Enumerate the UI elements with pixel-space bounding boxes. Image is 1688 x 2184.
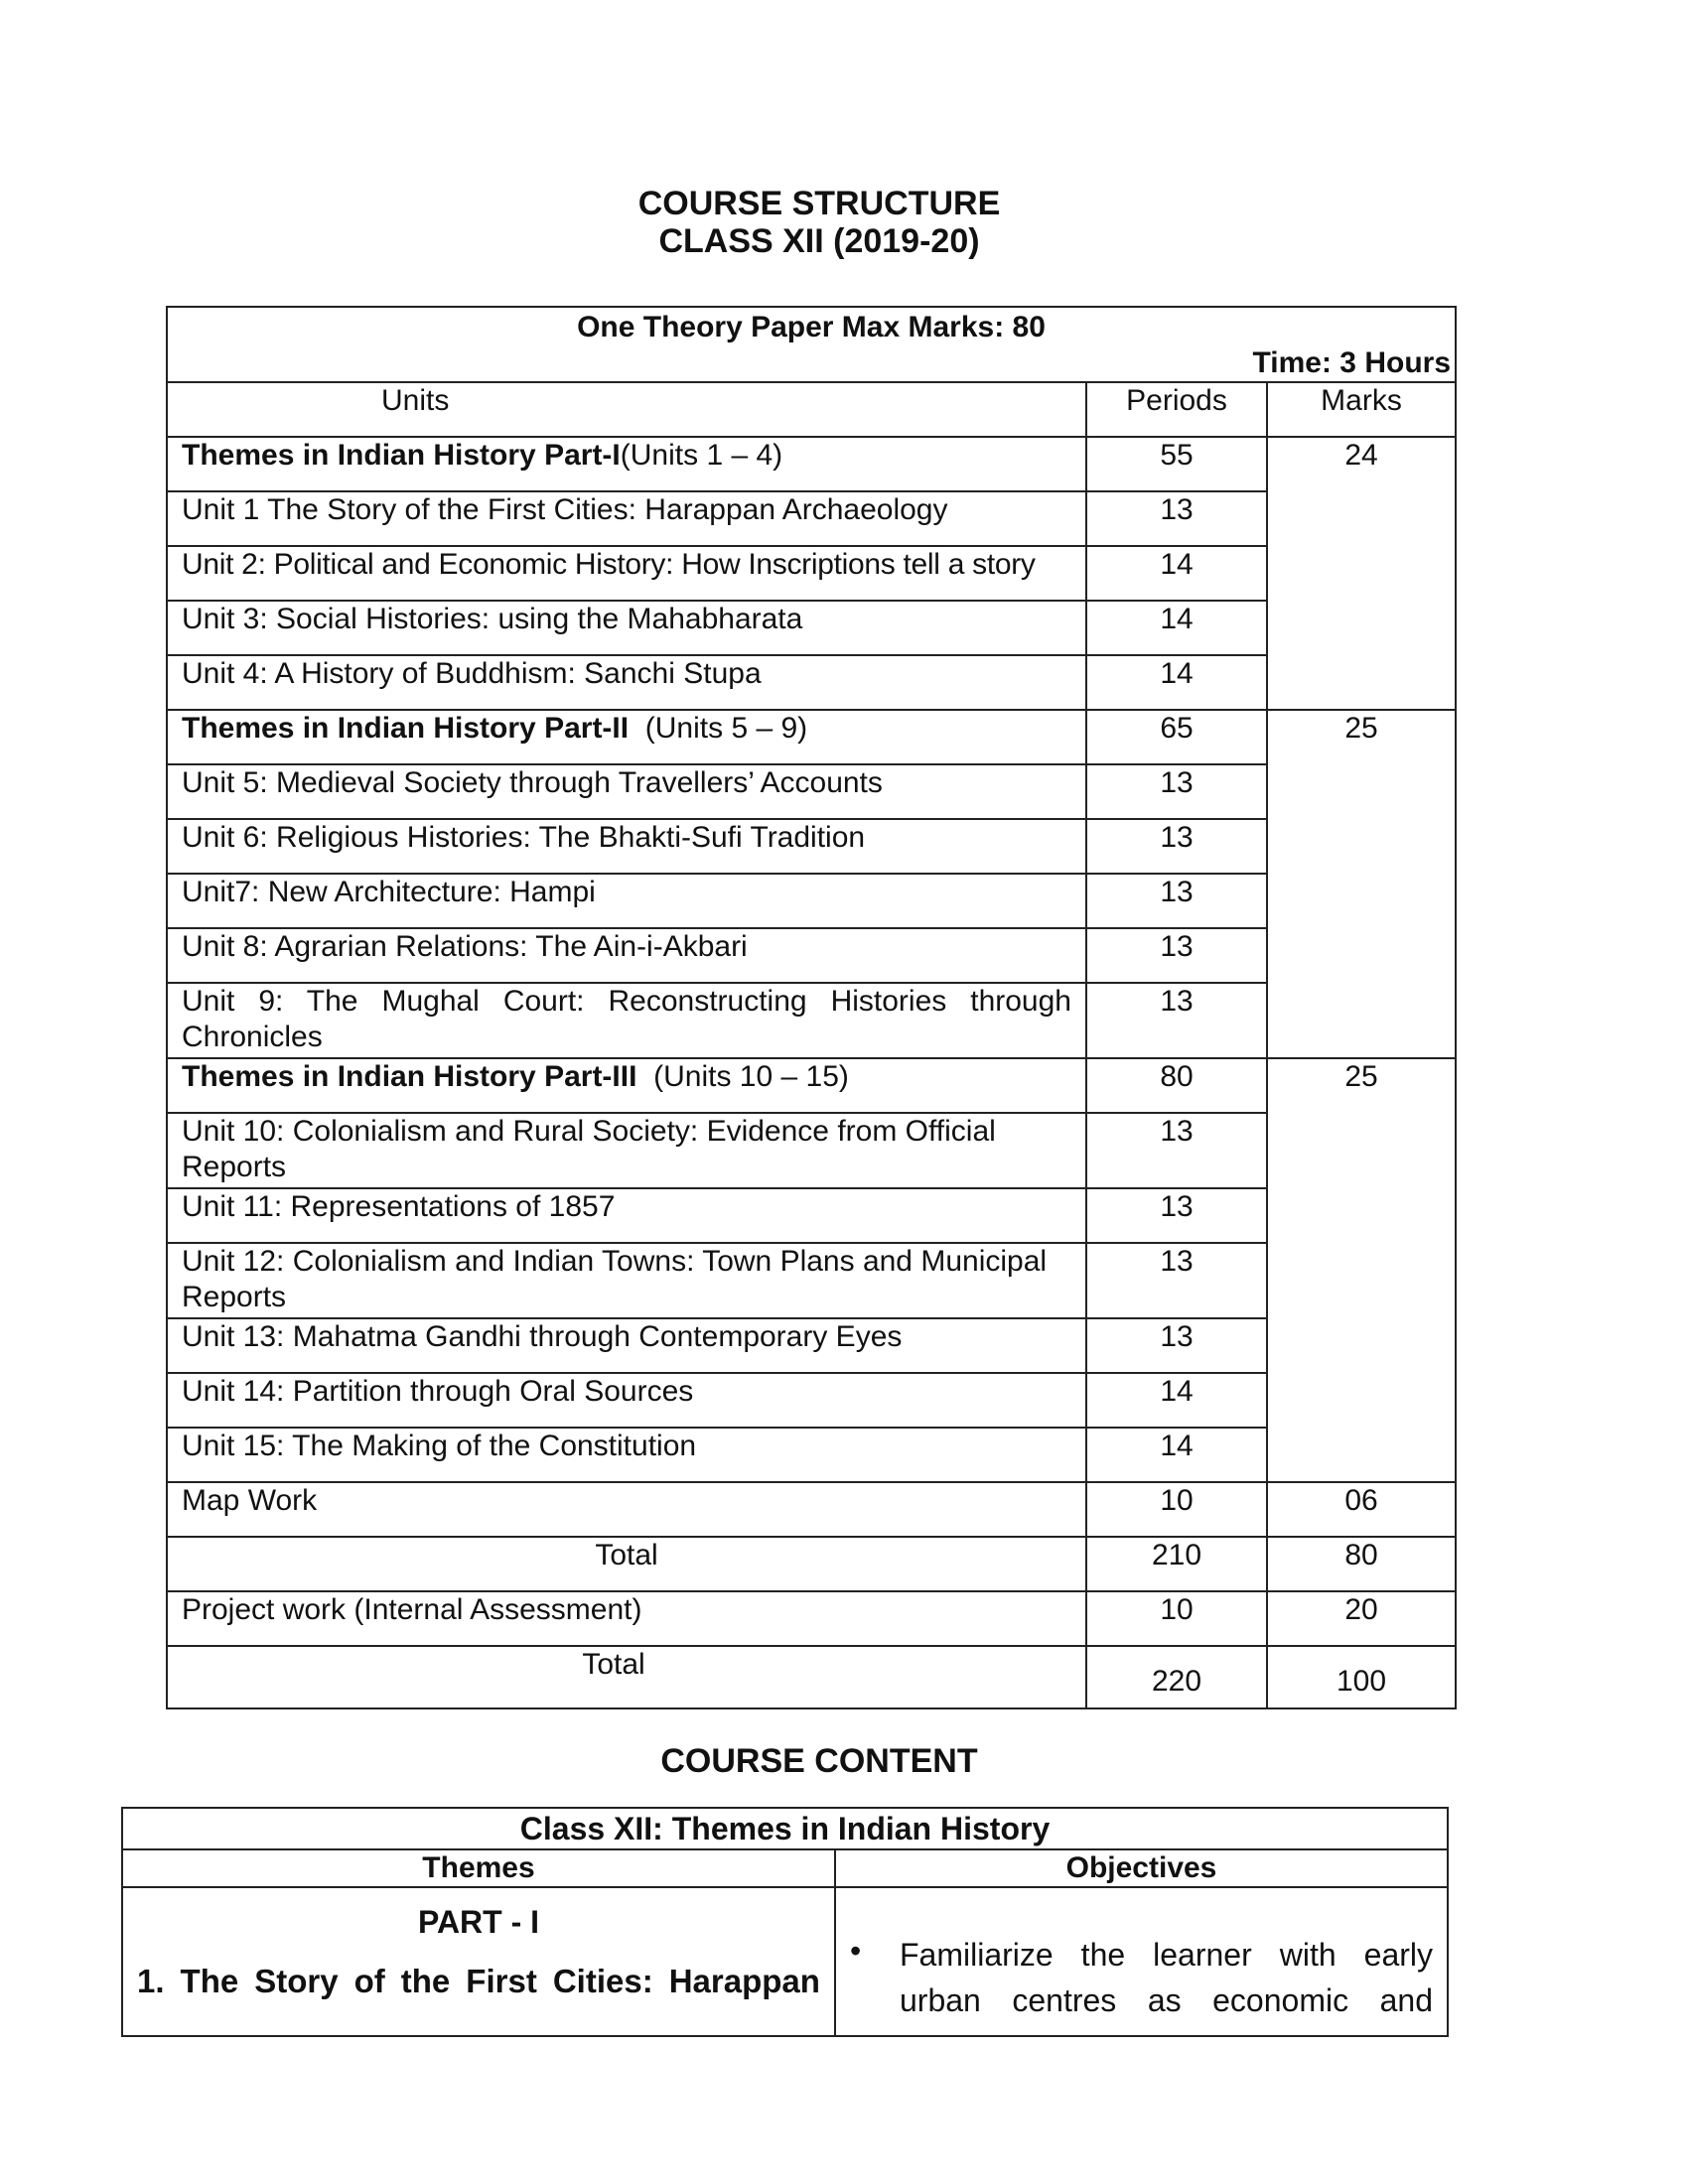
theme-title: 1. The Story of the First Cities: Harappan — [137, 1963, 820, 1999]
part3-row — [167, 1058, 1456, 1113]
part1-marks: 24 — [1267, 437, 1456, 710]
unit-periods: 14 — [1086, 1373, 1267, 1428]
course-structure-table — [166, 306, 1457, 1709]
unit-label: Unit 6: Religious Histories: The Bhakti-Sufi Tradition — [167, 819, 1086, 874]
unit-periods: 14 — [1086, 1428, 1267, 1482]
project-work-marks: 20 — [1267, 1591, 1456, 1646]
objectives-header: Objectives — [835, 1849, 1448, 1887]
table-row — [167, 601, 1456, 655]
unit-label: Unit 14: Partition through Oral Sources — [167, 1373, 1086, 1428]
table-row — [167, 1373, 1456, 1428]
grand-total-periods: 220 — [1086, 1646, 1267, 1708]
course-content-title: COURSE CONTENT — [660, 1742, 978, 1780]
unit-periods: 13 — [1086, 1113, 1267, 1188]
unit-label: Unit 11: Representations of 1857 — [167, 1188, 1086, 1243]
content-title-row — [122, 1808, 1448, 1849]
theme-cell — [122, 1887, 835, 2036]
part1-label: Themes in Indian History Part-I(Units 1 – 4) — [167, 437, 1086, 491]
unit-label: Unit 9: The Mughal Court: Reconstructing Histories through Chronicles — [167, 983, 1086, 1058]
total-row — [167, 1537, 1456, 1591]
unit-periods: 13 — [1086, 928, 1267, 983]
table-row — [167, 983, 1456, 1058]
project-work-label: Project work (Internal Assessment) — [167, 1591, 1086, 1646]
part1-row — [167, 437, 1456, 491]
marks-header: Marks — [1267, 382, 1456, 437]
unit-label: Unit7: New Architecture: Hampi — [167, 874, 1086, 928]
part1-periods: 55 — [1086, 437, 1267, 491]
table-row — [167, 1113, 1456, 1188]
objective-cell — [835, 1887, 1448, 2036]
unit-periods: 13 — [1086, 1243, 1267, 1318]
table-row — [167, 874, 1456, 928]
project-work-row — [167, 1591, 1456, 1646]
unit-periods: 14 — [1086, 655, 1267, 710]
unit-periods: 13 — [1086, 983, 1267, 1058]
periods-header: Periods — [1086, 382, 1267, 437]
table-row — [167, 1188, 1456, 1243]
grand-total-row — [167, 1646, 1456, 1708]
table-row — [167, 1318, 1456, 1373]
unit-label: Unit 15: The Making of the Constitution — [167, 1428, 1086, 1482]
units-header: Units — [167, 382, 1086, 437]
unit-periods: 13 — [1086, 1188, 1267, 1243]
part3-marks: 25 — [1267, 1058, 1456, 1482]
themes-header: Themes — [122, 1849, 835, 1887]
table-row — [167, 819, 1456, 874]
table-row — [167, 928, 1456, 983]
map-work-row — [167, 1482, 1456, 1537]
unit-periods: 13 — [1086, 1318, 1267, 1373]
unit-periods: 14 — [1086, 601, 1267, 655]
unit-label: Unit 13: Mahatma Gandhi through Contemporary Eyes — [167, 1318, 1086, 1373]
map-work-periods: 10 — [1086, 1482, 1267, 1537]
map-work-marks: 06 — [1267, 1482, 1456, 1537]
total-periods: 210 — [1086, 1537, 1267, 1591]
part-label: PART - I — [417, 1904, 540, 1940]
table-row — [167, 1428, 1456, 1482]
unit-label: Unit 12: Colonialism and Indian Towns: Town Plans and Municipal Reports — [167, 1243, 1086, 1318]
part2-label: Themes in Indian History Part-II (Units 5 – 9) — [167, 710, 1086, 764]
content-table-title: Class XII: Themes in Indian History — [122, 1808, 1448, 1849]
unit-periods: 13 — [1086, 874, 1267, 928]
unit-label: Unit 8: Agrarian Relations: The Ain-i-Akbari — [167, 928, 1086, 983]
part3-periods: 80 — [1086, 1058, 1267, 1113]
unit-periods: 14 — [1086, 546, 1267, 601]
map-work-label: Map Work — [167, 1482, 1086, 1537]
class-subtitle: CLASS XII (2019-20) — [658, 222, 980, 260]
unit-label: Unit 3: Social Histories: using the Mahabharata — [167, 601, 1086, 655]
grand-total-label: Total — [167, 1646, 1086, 1708]
project-work-periods: 10 — [1086, 1591, 1267, 1646]
table-row — [167, 764, 1456, 819]
part2-marks: 25 — [1267, 710, 1456, 1058]
unit-label: Unit 5: Medieval Society through Travellers’ Accounts — [167, 764, 1086, 819]
part3-label: Themes in Indian History Part-III (Units 10 – 15) — [167, 1058, 1086, 1113]
objective-list — [850, 1932, 1433, 2023]
course-content-table — [121, 1807, 1449, 2037]
unit-label: Unit 1 The Story of the First Cities: Harappan Archaeology — [167, 491, 1086, 546]
paper-info-row — [167, 307, 1456, 382]
unit-label: Unit 10: Colonialism and Rural Society: Evidence from Official Reports — [167, 1113, 1086, 1188]
unit-periods: 13 — [1086, 819, 1267, 874]
unit-periods: 13 — [1086, 491, 1267, 546]
total-marks: 80 — [1267, 1537, 1456, 1591]
paper-max-marks: One Theory Paper Max Marks: 80 — [577, 311, 1046, 343]
paper-time: Time: 3 Hours — [1252, 346, 1451, 379]
table-row — [167, 491, 1456, 546]
unit-periods: 13 — [1086, 764, 1267, 819]
part2-periods: 65 — [1086, 710, 1267, 764]
header-row — [167, 382, 1456, 437]
unit-label: Unit 2: Political and Economic History: How Inscriptions tell a story — [167, 546, 1086, 601]
course-structure-title: COURSE STRUCTURE — [637, 185, 1001, 222]
grand-total-marks: 100 — [1267, 1646, 1456, 1708]
content-header-row — [122, 1849, 1448, 1887]
total-label: Total — [167, 1537, 1086, 1591]
table-row — [167, 1243, 1456, 1318]
part2-row — [167, 710, 1456, 764]
unit-label: Unit 4: A History of Buddhism: Sanchi Stupa — [167, 655, 1086, 710]
list-item: • Familiarize the learner with early urban centres as economic and — [850, 1932, 1433, 2023]
table-row — [167, 546, 1456, 601]
content-row — [122, 1887, 1448, 2036]
table-row — [167, 655, 1456, 710]
